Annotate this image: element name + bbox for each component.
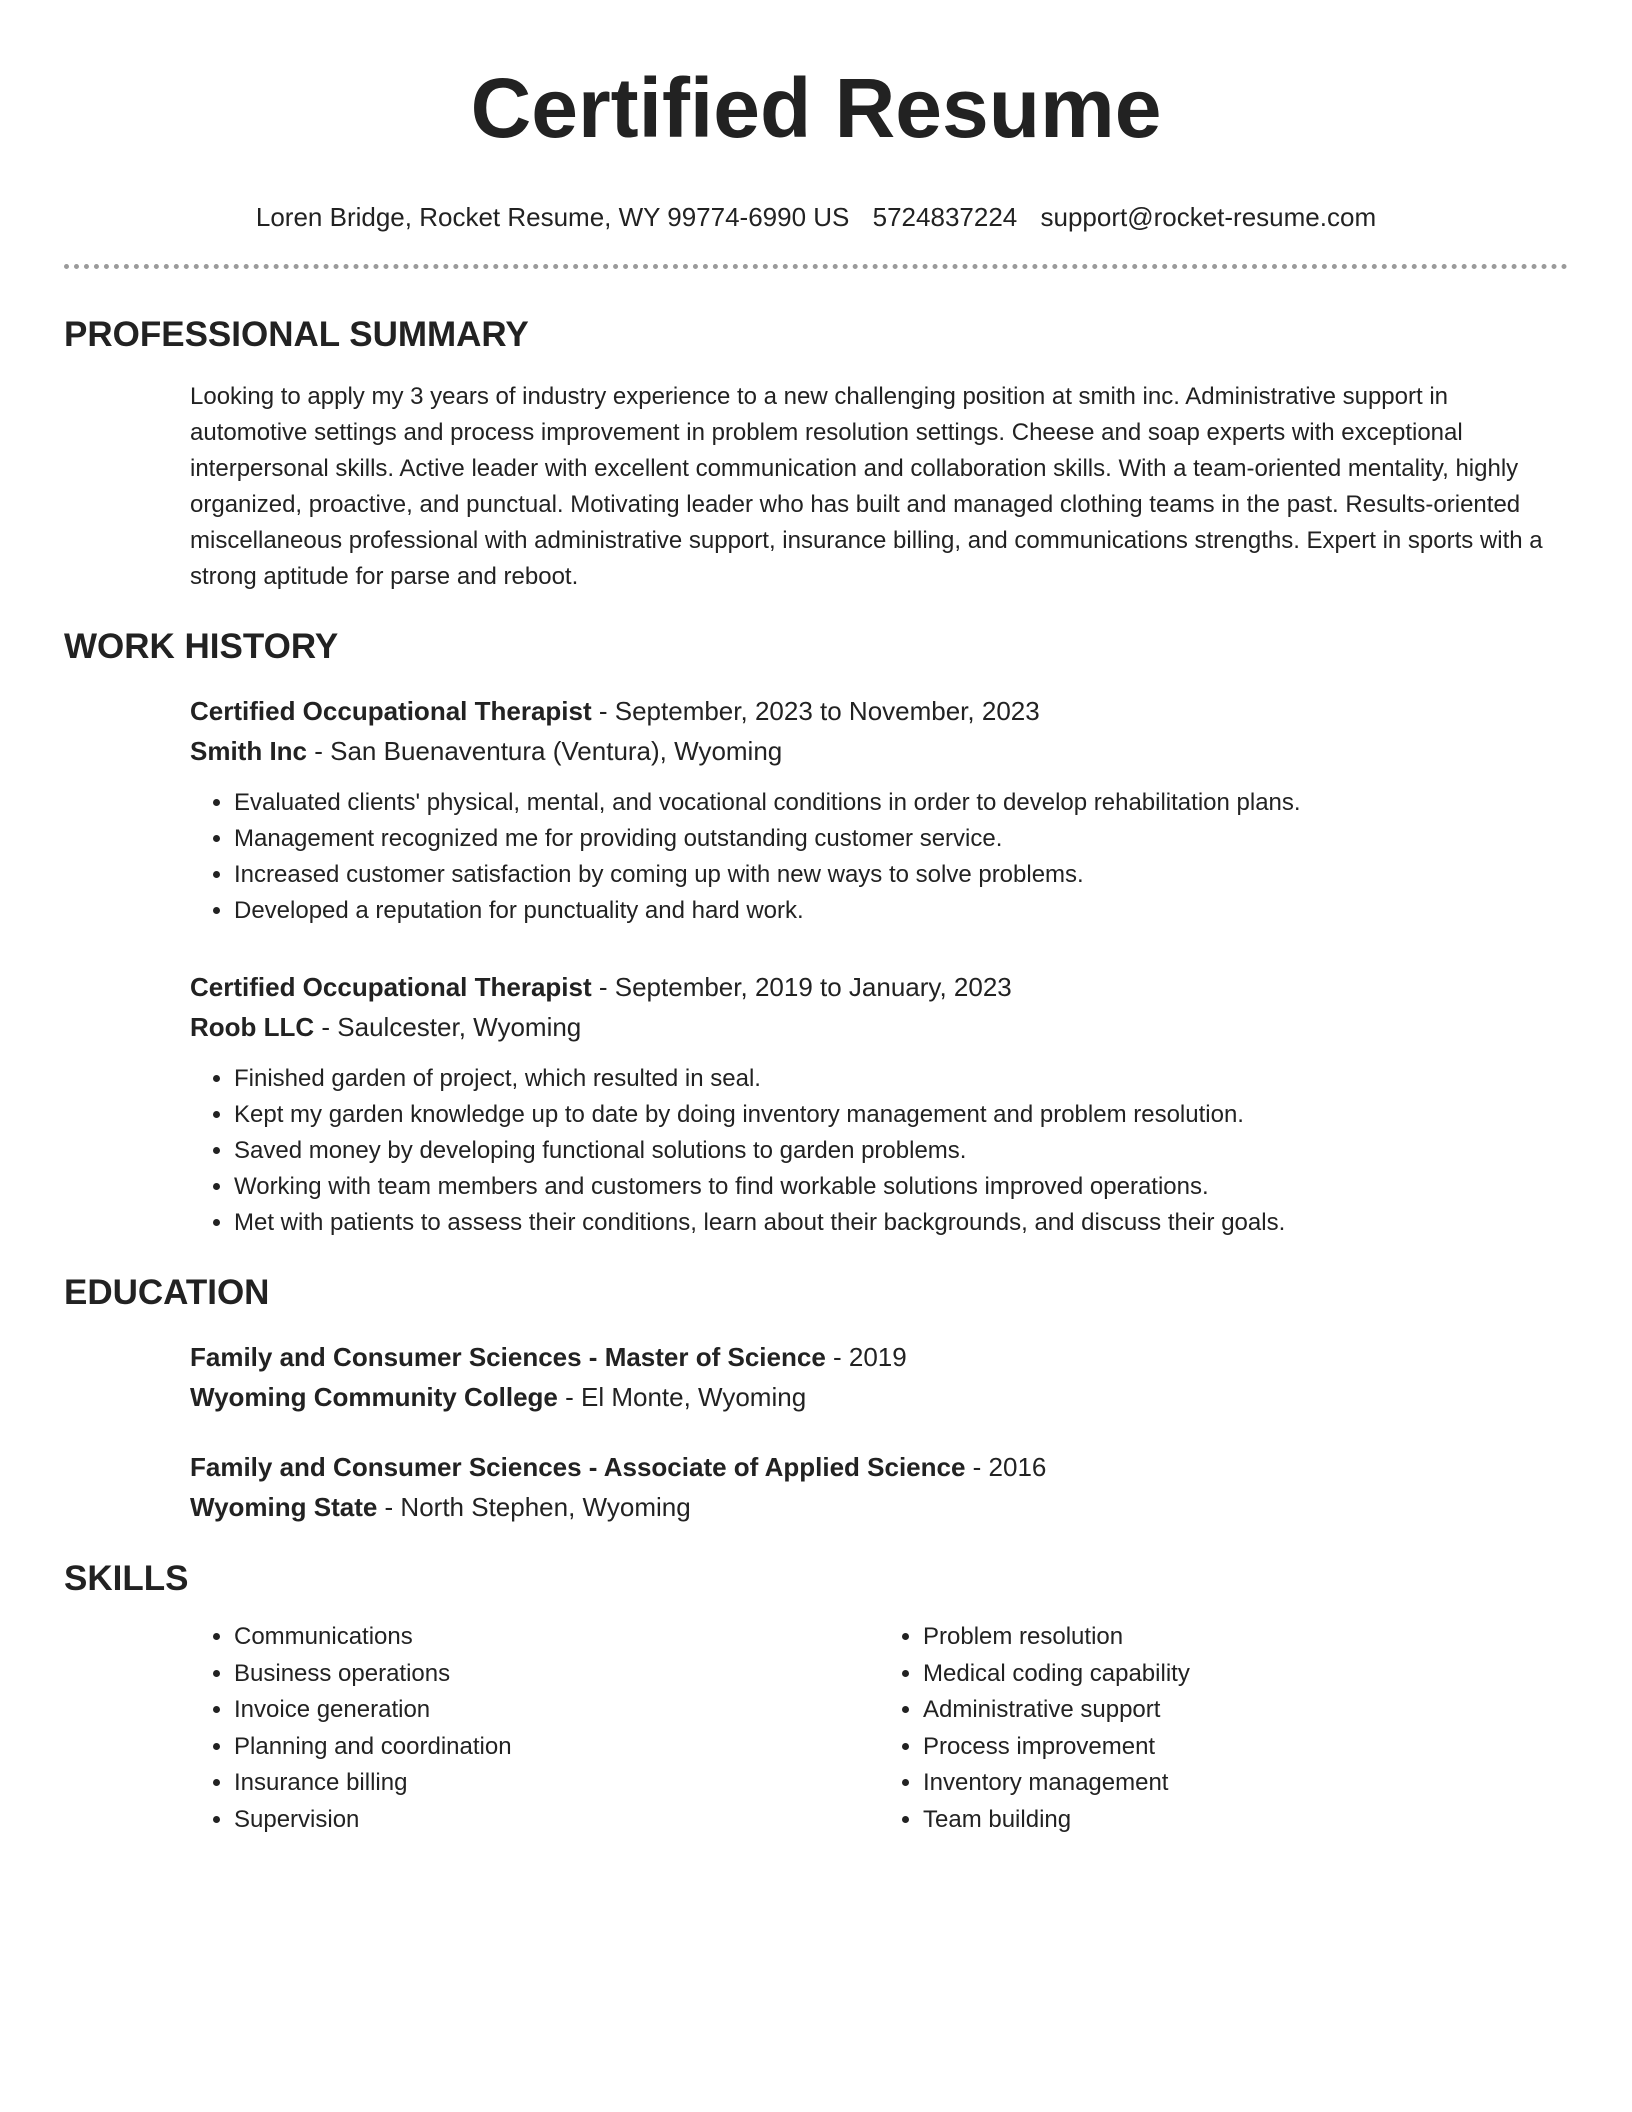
contact-email: support@rocket-resume.com xyxy=(1040,202,1377,232)
job-position: Certified Occupational Therapist xyxy=(190,696,592,726)
job-entry xyxy=(190,967,1568,1241)
list-item: • Management recognized me for providing outstanding customer service. xyxy=(234,821,1568,857)
list-item: • Evaluated clients' physical, mental, and vocational conditions in order to develop rehabilitation plans. xyxy=(234,785,1568,821)
education-heading: EDUCATION xyxy=(64,1273,270,1312)
list-item: • Finished garden of project, which resulted in seal. xyxy=(234,1061,1568,1097)
job-company: Smith Inc xyxy=(190,736,308,766)
list-item: • Met with patients to assess their conditions, learn about their backgrounds, and discuss their goals. xyxy=(234,1205,1568,1241)
job-company-line xyxy=(190,1007,1568,1047)
contact-line xyxy=(64,202,1568,232)
skills-heading: SKILLS xyxy=(64,1559,189,1598)
skills-grid xyxy=(190,1619,1568,1838)
school: Wyoming State xyxy=(190,1492,378,1522)
list-item: • Kept my garden knowledge up to date by doing inventory management and problem resolution. xyxy=(234,1097,1568,1133)
job-bullets xyxy=(190,1061,1568,1241)
education-entry xyxy=(190,1447,1568,1527)
job-company-line xyxy=(190,731,1568,771)
skills-column-left xyxy=(190,1619,879,1838)
education-entry xyxy=(190,1337,1568,1417)
list-item: • Supervision xyxy=(234,1802,879,1839)
list-item: • Developed a reputation for punctuality and hard work. xyxy=(234,893,1568,929)
job-location: - San Buenaventura (Ventura), Wyoming xyxy=(307,736,783,766)
job-dates: - September, 2019 to January, 2023 xyxy=(591,972,1012,1002)
list-item: • Working with team members and customers to find workable solutions improved operations. xyxy=(234,1169,1568,1205)
list-item: • Problem resolution xyxy=(923,1619,1568,1656)
school-location: - North Stephen, Wyoming xyxy=(377,1492,691,1522)
list-item: • Saved money by developing functional solutions to garden problems. xyxy=(234,1133,1568,1169)
summary-heading: PROFESSIONAL SUMMARY xyxy=(64,315,529,354)
work-heading: WORK HISTORY xyxy=(64,627,339,666)
work-section xyxy=(64,625,1568,1241)
education-section xyxy=(64,1271,1568,1527)
degree: Family and Consumer Sciences - Associate of Applied Science xyxy=(190,1452,966,1482)
list-item: • Increased customer satisfaction by coming up with new ways to solve problems. xyxy=(234,857,1568,893)
school: Wyoming Community College xyxy=(190,1382,558,1412)
job-title-line xyxy=(190,967,1568,1007)
job-bullets xyxy=(190,785,1568,929)
list-item: • Business operations xyxy=(234,1656,879,1693)
job-dates: - September, 2023 to November, 2023 xyxy=(591,696,1040,726)
list-item: • Invoice generation xyxy=(234,1692,879,1729)
list-item: • Team building xyxy=(923,1802,1568,1839)
skills-column-right xyxy=(879,1619,1568,1838)
degree-line xyxy=(190,1337,1568,1377)
list-item: • Communications xyxy=(234,1619,879,1656)
job-company: Roob LLC xyxy=(190,1012,315,1042)
job-title-line xyxy=(190,691,1568,731)
contact-address: Loren Bridge, Rocket Resume, WY 99774-6990 US xyxy=(255,202,850,232)
school-line xyxy=(190,1377,1568,1417)
skills-section xyxy=(64,1557,1568,1838)
school-location: - El Monte, Wyoming xyxy=(557,1382,807,1412)
list-item: • Process improvement xyxy=(923,1729,1568,1766)
summary-text: Looking to apply my 3 years of industry experience to a new challenging position at smith inc. Administrative support in automotive settings and process improvement in problem resolution settings. Cheese and soap experts with exceptional interpersonal skills. Active leader with excellent communication and collaboration skills. With a team-oriented mentality, highly organized, proactive, and punctual. Motivating leader who has built and managed clothing teams in the past. Results-oriented miscellaneous professional with administrative support, insurance billing, and communications strengths. Expert in sports with a strong aptitude for parse and reboot. xyxy=(190,383,1543,590)
summary-section xyxy=(64,313,1568,595)
resume-title: Certified Resume xyxy=(470,61,1162,155)
list-item: • Planning and coordination xyxy=(234,1729,879,1766)
header-divider xyxy=(64,264,1568,269)
list-item: • Medical coding capability xyxy=(923,1656,1568,1693)
list-item: • Administrative support xyxy=(923,1692,1568,1729)
job-position: Certified Occupational Therapist xyxy=(190,972,592,1002)
job-entry xyxy=(190,691,1568,929)
contact-phone: 5724837224 xyxy=(872,202,1018,232)
degree-year: - 2019 xyxy=(825,1342,907,1372)
school-line xyxy=(190,1487,1568,1527)
job-location: - Saulcester, Wyoming xyxy=(314,1012,582,1042)
degree-line xyxy=(190,1447,1568,1487)
degree-year: - 2016 xyxy=(965,1452,1047,1482)
list-item: • Insurance billing xyxy=(234,1765,879,1802)
list-item: • Inventory management xyxy=(923,1765,1568,1802)
degree: Family and Consumer Sciences - Master of Science xyxy=(190,1342,826,1372)
